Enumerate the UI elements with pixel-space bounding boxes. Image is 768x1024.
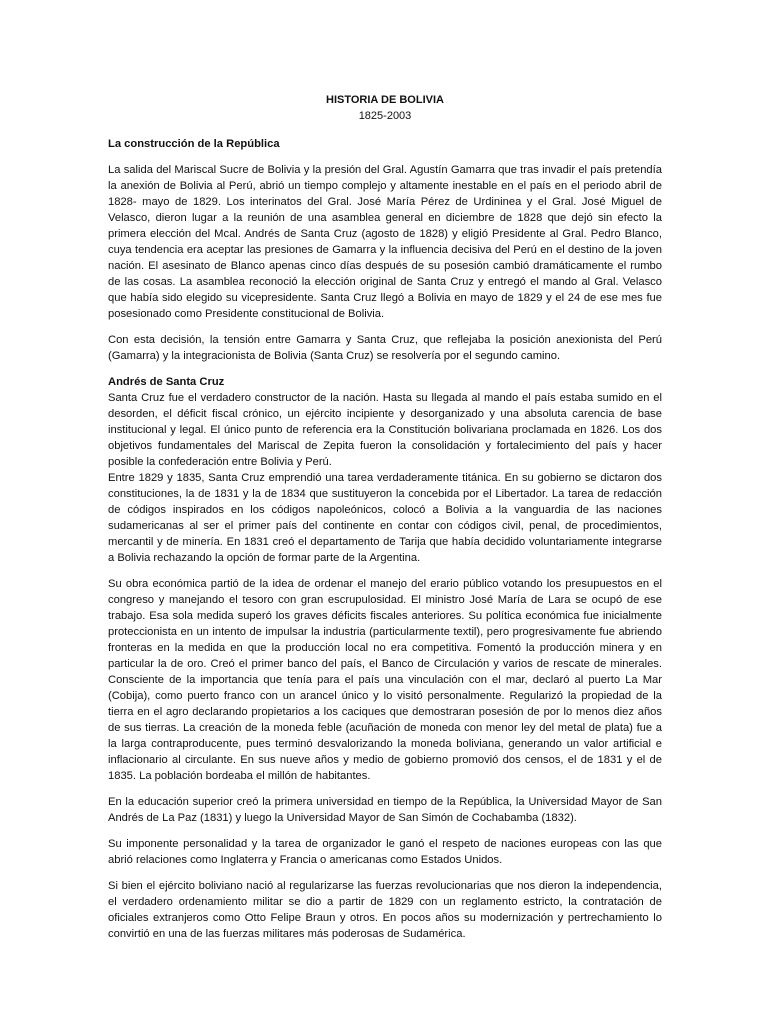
paragraph-salida-sucre: La salida del Mariscal Sucre de Bolivia y la presión del Gral. Agustín Gamarra que tras invadir el país pretendía la anexión de Bolivia al Perú, abrió un tiempo complejo y altamente inestable en el país en el periodo abril de 1828- mayo de 1829. Los interinatos del Gral. José María Pérez de Urdininea y el Gral. José Miguel de Velasco, dieron lugar a la reunión de una asamblea general en diciembre de 1828 que dejó sin efecto la primera elección del Mcal. Andrés de Santa Cruz (agosto de 1828) y eligió Presidente al Gral. Pedro Blanco, cuya tendencia era aceptar las presiones de Gamarra y la influencia decisiva del Perú en el destino de la joven nación. El asesinato de Blanco apenas cinco días después de su posesión cambió dramáticamente el rumbo de las cosas. La asamblea reconoció la elección original de Santa Cruz y entregó el mando al Gral. Velasco que había sido elegido su vicepresidente. Santa Cruz llegó a Bolivia en mayo de 1829 y el 24 de ese mes fue posesionado como Presidente constitucional de Bolivia. (108, 164, 662, 320)
paragraph-tension-gamarra: Con esta decisión, la tensión entre Gamarra y Santa Cruz, que reflejaba la posición anexionista del Perú (Gamarra) y la integracionista de Bolivia (Santa Cruz) se resolvería por el segundo camino. (108, 334, 662, 362)
paragraph-obra-economica: Su obra económica partió de la idea de ordenar el manejo del erario público votando los presupuestos en el congreso y manejando el tesoro con gran escrupulosidad. El ministro José María de Lara se ocupó de ese trabajo. Esa sola medida superó los graves déficits fiscales anteriores. Su política económica fue inicialmente proteccionista en un intento de impulsar la industria (particularmente textil), pero progresivamente fue abriendo fronteras en la medida en que la producción local no era competitiva. Fomentó la producción minera y en particular la de oro. Creó el primer banco del país, el Banco de Circulación y varios de rescate de minerales. Consciente de la importancia que tenía para el país una vinculación con el mar, declaró al puerto La Mar (Cobija), como puerto franco con un arancel único y lo visitó personalmente. Regularizó la propiedad de la tierra en el agro declarando propietarios a los caciques que demostraran posesión de por lo menos diez años de sus tierras. La creación de la moneda feble (acuñación de moneda con menor ley del metal de plata) fue a la larga contraproducente, pues terminó desvalorizando la moneda boliviana, generando un valor artificial e inflacionario al circulante. En sus nueve años y medio de gobierno promovió dos censos, el de 1831 y el de 1835. La población bordeaba el millón de habitantes. (108, 578, 662, 782)
document-title: HISTORIA DE BOLIVIA (326, 94, 444, 106)
document-page (108, 92, 662, 952)
paragraph-constituciones: Entre 1829 y 1835, Santa Cruz emprendió una tarea verdaderamente titánica. En su gobierno se dictaron dos constituciones, la de 1831 y la de 1834 que sustituyeron la concebida por el Libertador. La tarea de redacción de códigos inspirados en los códigos napoleónicos, colocó a Bolivia a la vanguardia de las naciones sudamericanas al ser el primer país del continente en contar con códigos civil, penal, de procedimientos, mercantil y de minería. En 1831 creó el departamento de Tarija que había decidido voluntariamente integrarse a Bolivia rechazando la opción de formar parte de la Argentina. (108, 472, 662, 564)
section-heading-construccion: La construcción de la República (108, 138, 280, 150)
section-heading-santa-cruz: Andrés de Santa Cruz (108, 376, 225, 388)
paragraph-constructor-nacion: Santa Cruz fue el verdadero constructor de la nación. Hasta su llegada al mando el país estaba sumido en el desorden, el déficit fiscal crónico, un ejército incipiente y desorganizado y una absoluta carencia de base institucional y legal. El único punto de referencia era la Constitución bolivariana proclamada en 1826. Los dos objetivos fundamentales del Mariscal de Zepita fueron la consolidación y fortalecimiento del país y hacer posible la confederación entre Bolivia y Perú. (108, 392, 662, 468)
document-subtitle: 1825-2003 (358, 110, 412, 122)
paragraph-educacion-superior: En la educación superior creó la primera universidad en tiempo de la República, la Universidad Mayor de San Andrés de La Paz (1831) y luego la Universidad Mayor de San Simón de Cochabamba (1832). (108, 796, 662, 824)
paragraph-relaciones-exteriores: Su imponente personalidad y la tarea de organizador le ganó el respeto de naciones europeas con las que abrió relaciones como Inglaterra y Francia o americanas como Estados Unidos. (108, 838, 662, 866)
paragraph-ejercito: Si bien el ejército boliviano nació al regularizarse las fuerzas revolucionarias que nos dieron la independencia, el verdadero ordenamiento militar se dio a partir de 1829 con un reglamento estricto, la contratación de oficiales extranjeros como Otto Felipe Braun y otros. En pocos años su modernización y pertrechamiento lo convirtió en una de las fuerzas militares más poderosas de Sudamérica. (108, 880, 662, 940)
